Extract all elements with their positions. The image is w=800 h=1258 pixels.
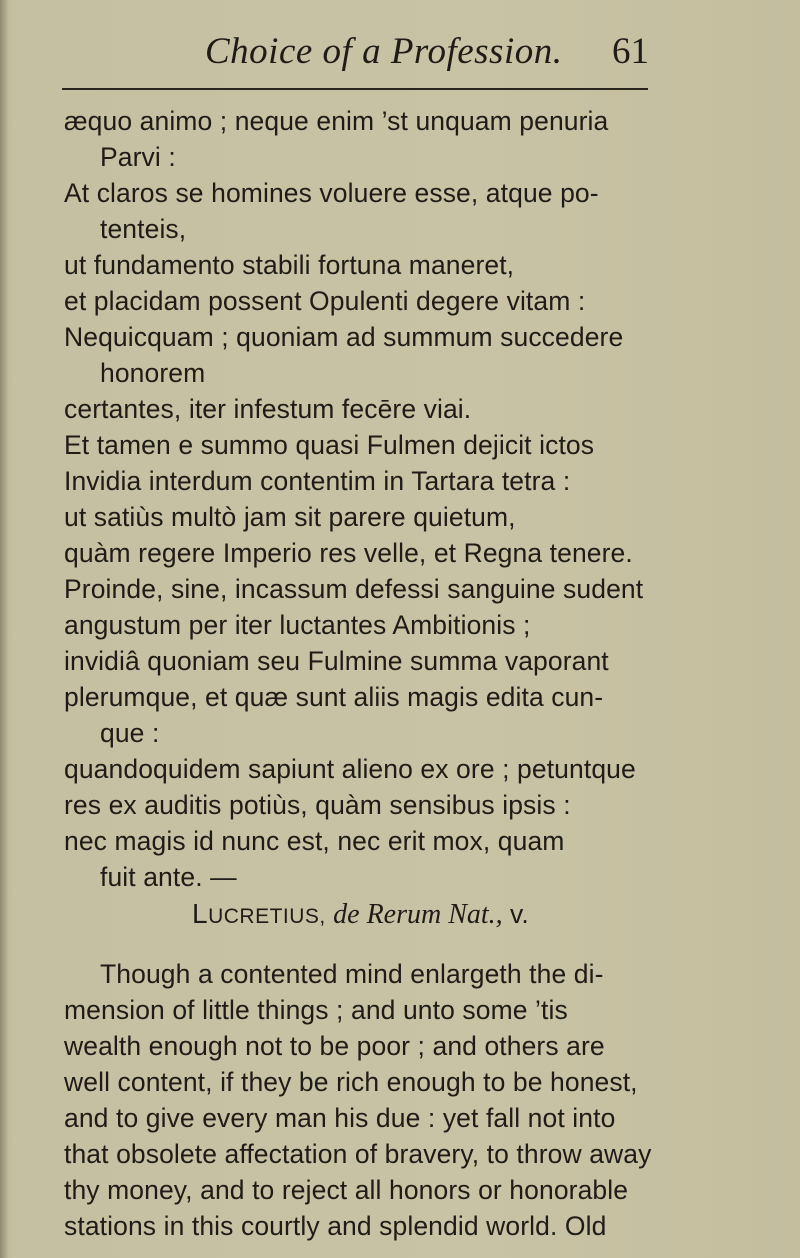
verse-line: At claros se homines voluere esse, atque po- [64,178,599,208]
verse-line: res ex auditis potiùs, quàm sensibus ipsis : [64,790,571,820]
verse-line: æquo animo ; neque enim ’st unquam penuria [64,106,609,136]
prose-line: wealth enough not to be poor ; and others are [64,1031,605,1061]
verse-line: ut fundamento stabili fortuna maneret, [64,250,515,280]
prose-line: thy money, and to reject all honors or honorable [64,1175,629,1205]
page-gutter-shadow [0,0,8,1258]
verse-line: ut satiùs multò jam sit parere quietum, [64,502,516,532]
verse-line: que : [100,718,160,748]
prose-line: well content, if they be rich enough to be honest, [64,1067,638,1097]
quotation-attribution [192,898,529,931]
prose-line: Though a contented mind enlargeth the di- [100,959,604,989]
attribution-work: de Rerum Nat., [333,899,503,930]
verse-line: quandoquidem sapiunt alieno ex ore ; petuntque [64,754,636,784]
verse-line: Et tamen e summo quasi Fulmen dejicit ictos [64,430,595,460]
running-head [0,30,800,80]
prose-line: that obsolete affectation of bravery, to throw away [64,1139,652,1169]
verse-line: et placidam possent Opulenti degere vitam : [64,286,586,316]
verse-line: honorem [100,358,206,388]
prose-line: mension of little things ; and unto some ’tis [64,995,568,1025]
header-rule [62,88,648,90]
verse-line: plerumque, et quæ sunt aliis magis edita cun- [64,682,604,712]
verse-line: angustum per iter luctantes Ambitionis ; [64,610,531,640]
prose-line: stations in this courtly and splendid world. Old [64,1211,607,1241]
prose-line: and to give every man his due : yet fall not into [64,1103,616,1133]
attribution-author: LUCRETIUS, [192,898,326,929]
attribution-volume: v. [510,899,529,929]
verse-line: Parvi : [100,142,176,172]
verse-line: Nequicquam ; quoniam ad summum succedere [64,322,624,352]
verse-line: fuit ante. — [100,862,237,892]
page-number: 61 [612,31,649,72]
verse-line: Invidia interdum contentim in Tartara tetra : [64,466,571,496]
running-head-title: Choice of a Profession. [205,31,563,72]
verse-line: certantes, iter infestum fecēre viai. [64,394,472,424]
verse-line: nec magis id nunc est, nec erit mox, quam [64,826,565,856]
verse-line: invidiâ quoniam seu Fulmine summa vaporant [64,646,609,676]
verse-line: tenteis, [100,214,187,244]
verse-line: quàm regere Imperio res velle, et Regna tenere. [64,538,633,568]
verse-line: Proinde, sine, incassum defessi sanguine sudent [64,574,644,604]
